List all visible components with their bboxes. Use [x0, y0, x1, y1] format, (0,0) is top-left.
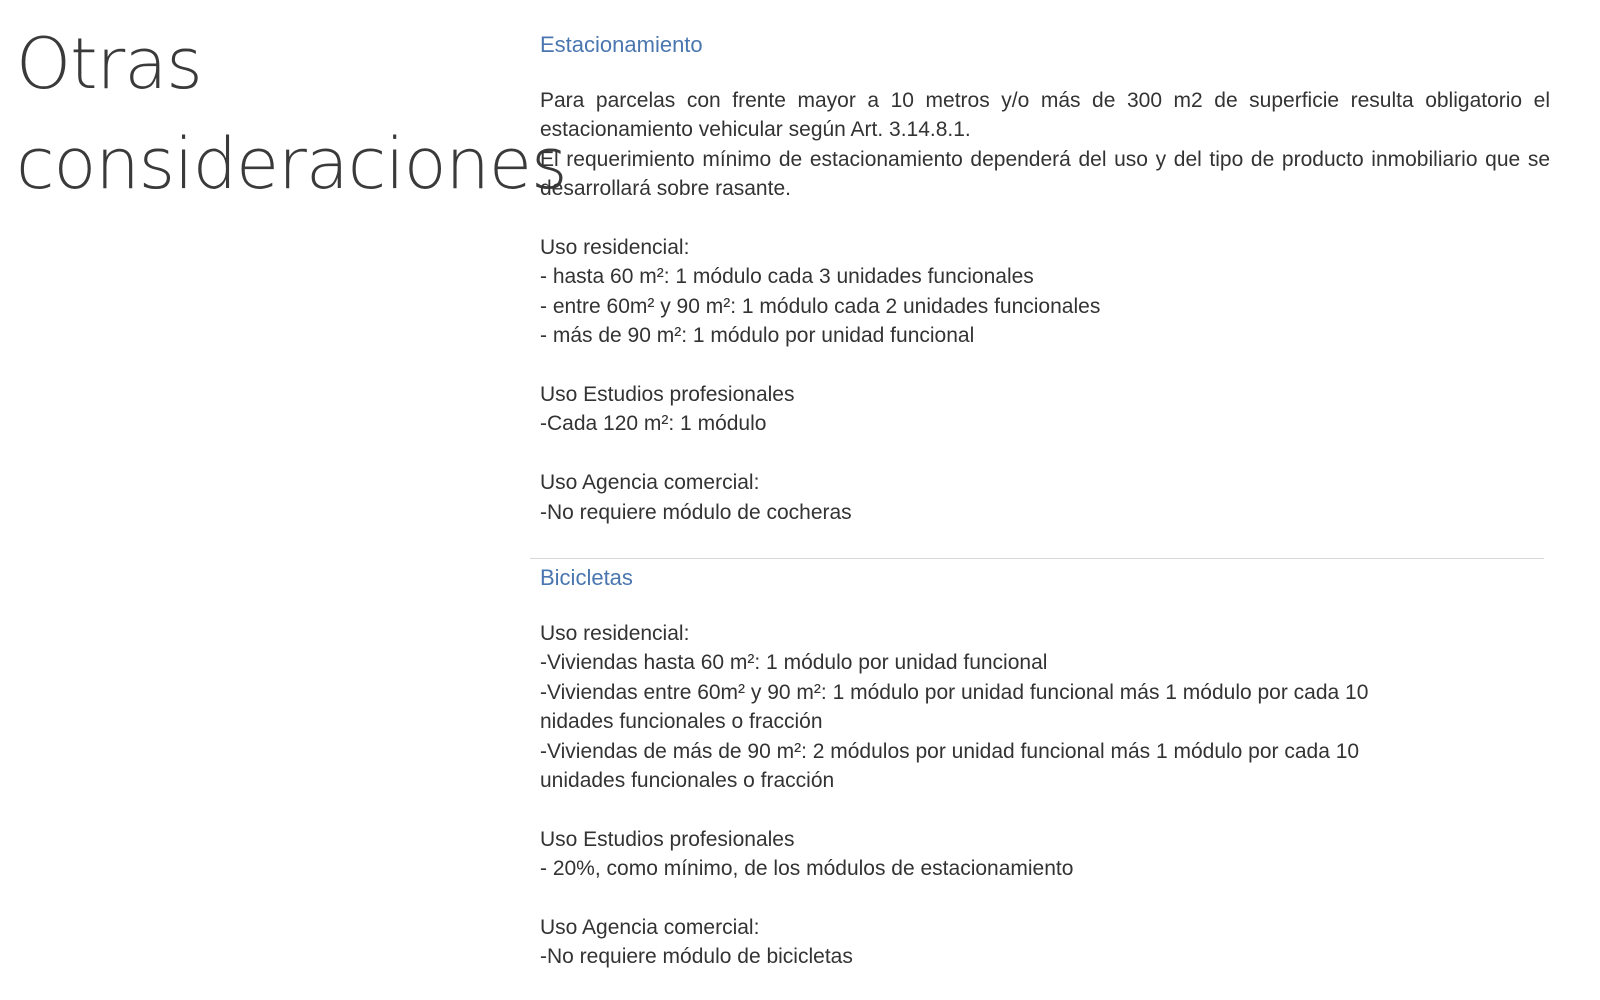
page-title-line-2: consideraciones: [16, 123, 567, 205]
estacionamiento-intro-2: El requerimiento mínimo de estacionamiento dependerá del uso y del tipo de producto inmobiliario que se desarrollará sobre rasante.: [540, 147, 1550, 201]
list-item: -Viviendas hasta 60 m²: 1 módulo por unidad funcional: [540, 651, 1048, 675]
list-item: -No requiere módulo de bicicletas: [540, 945, 853, 969]
list-item: unidades funcionales o fracción: [540, 769, 835, 793]
list-item: -Cada 120 m²: 1 módulo: [540, 412, 767, 436]
bicicletas-body: [540, 619, 1550, 972]
estacionamiento-body: [540, 86, 1550, 527]
estacionamiento-estudios-heading: Uso Estudios profesionales: [540, 383, 795, 407]
spacer: [540, 439, 1550, 468]
page-title: [16, 14, 567, 214]
spacer: [540, 204, 1550, 233]
list-item: - entre 60m² y 90 m²: 1 módulo cada 2 unidades funcionales: [540, 294, 1101, 318]
list-item: - 20%, como mínimo, de los módulos de estacionamiento: [540, 857, 1074, 881]
spacer: [540, 351, 1550, 380]
estacionamiento-title: Estacionamiento: [540, 32, 703, 57]
list-item: -Viviendas entre 60m² y 90 m²: 1 módulo por unidad funcional más 1 módulo por cada 10: [540, 680, 1369, 704]
section-divider: [530, 558, 1544, 559]
estacionamiento-intro-1: Para parcelas con frente mayor a 10 metros y/o más de 300 m2 de superficie resulta obligatorio el estacionamiento vehicular según Art. 3.14.8.1.: [540, 89, 1550, 142]
bicicletas-residencial-heading: Uso residencial:: [540, 622, 690, 645]
bicicletas-section: [540, 563, 1550, 972]
list-item: nidades funcionales o fracción: [540, 710, 823, 734]
list-item: - más de 90 m²: 1 módulo por unidad funcional: [540, 324, 975, 348]
bicicletas-title: Bicicletas: [540, 565, 633, 590]
page-title-line-1: Otras: [16, 23, 202, 105]
spacer: [540, 884, 1550, 913]
estacionamiento-agencia-heading: Uso Agencia comercial:: [540, 471, 760, 495]
list-item: - hasta 60 m²: 1 módulo cada 3 unidades funcionales: [540, 265, 1034, 289]
estacionamiento-section: [540, 30, 1550, 527]
estacionamiento-residencial-heading: Uso residencial:: [540, 236, 690, 260]
spacer: [540, 795, 1550, 824]
list-item: -No requiere módulo de cocheras: [540, 500, 852, 524]
bicicletas-agencia-heading: Uso Agencia comercial:: [540, 916, 760, 940]
list-item: -Viviendas de más de 90 m²: 2 módulos por unidad funcional más 1 módulo por cada 10: [540, 739, 1360, 763]
bicicletas-estudios-heading: Uso Estudios profesionales: [540, 827, 795, 851]
